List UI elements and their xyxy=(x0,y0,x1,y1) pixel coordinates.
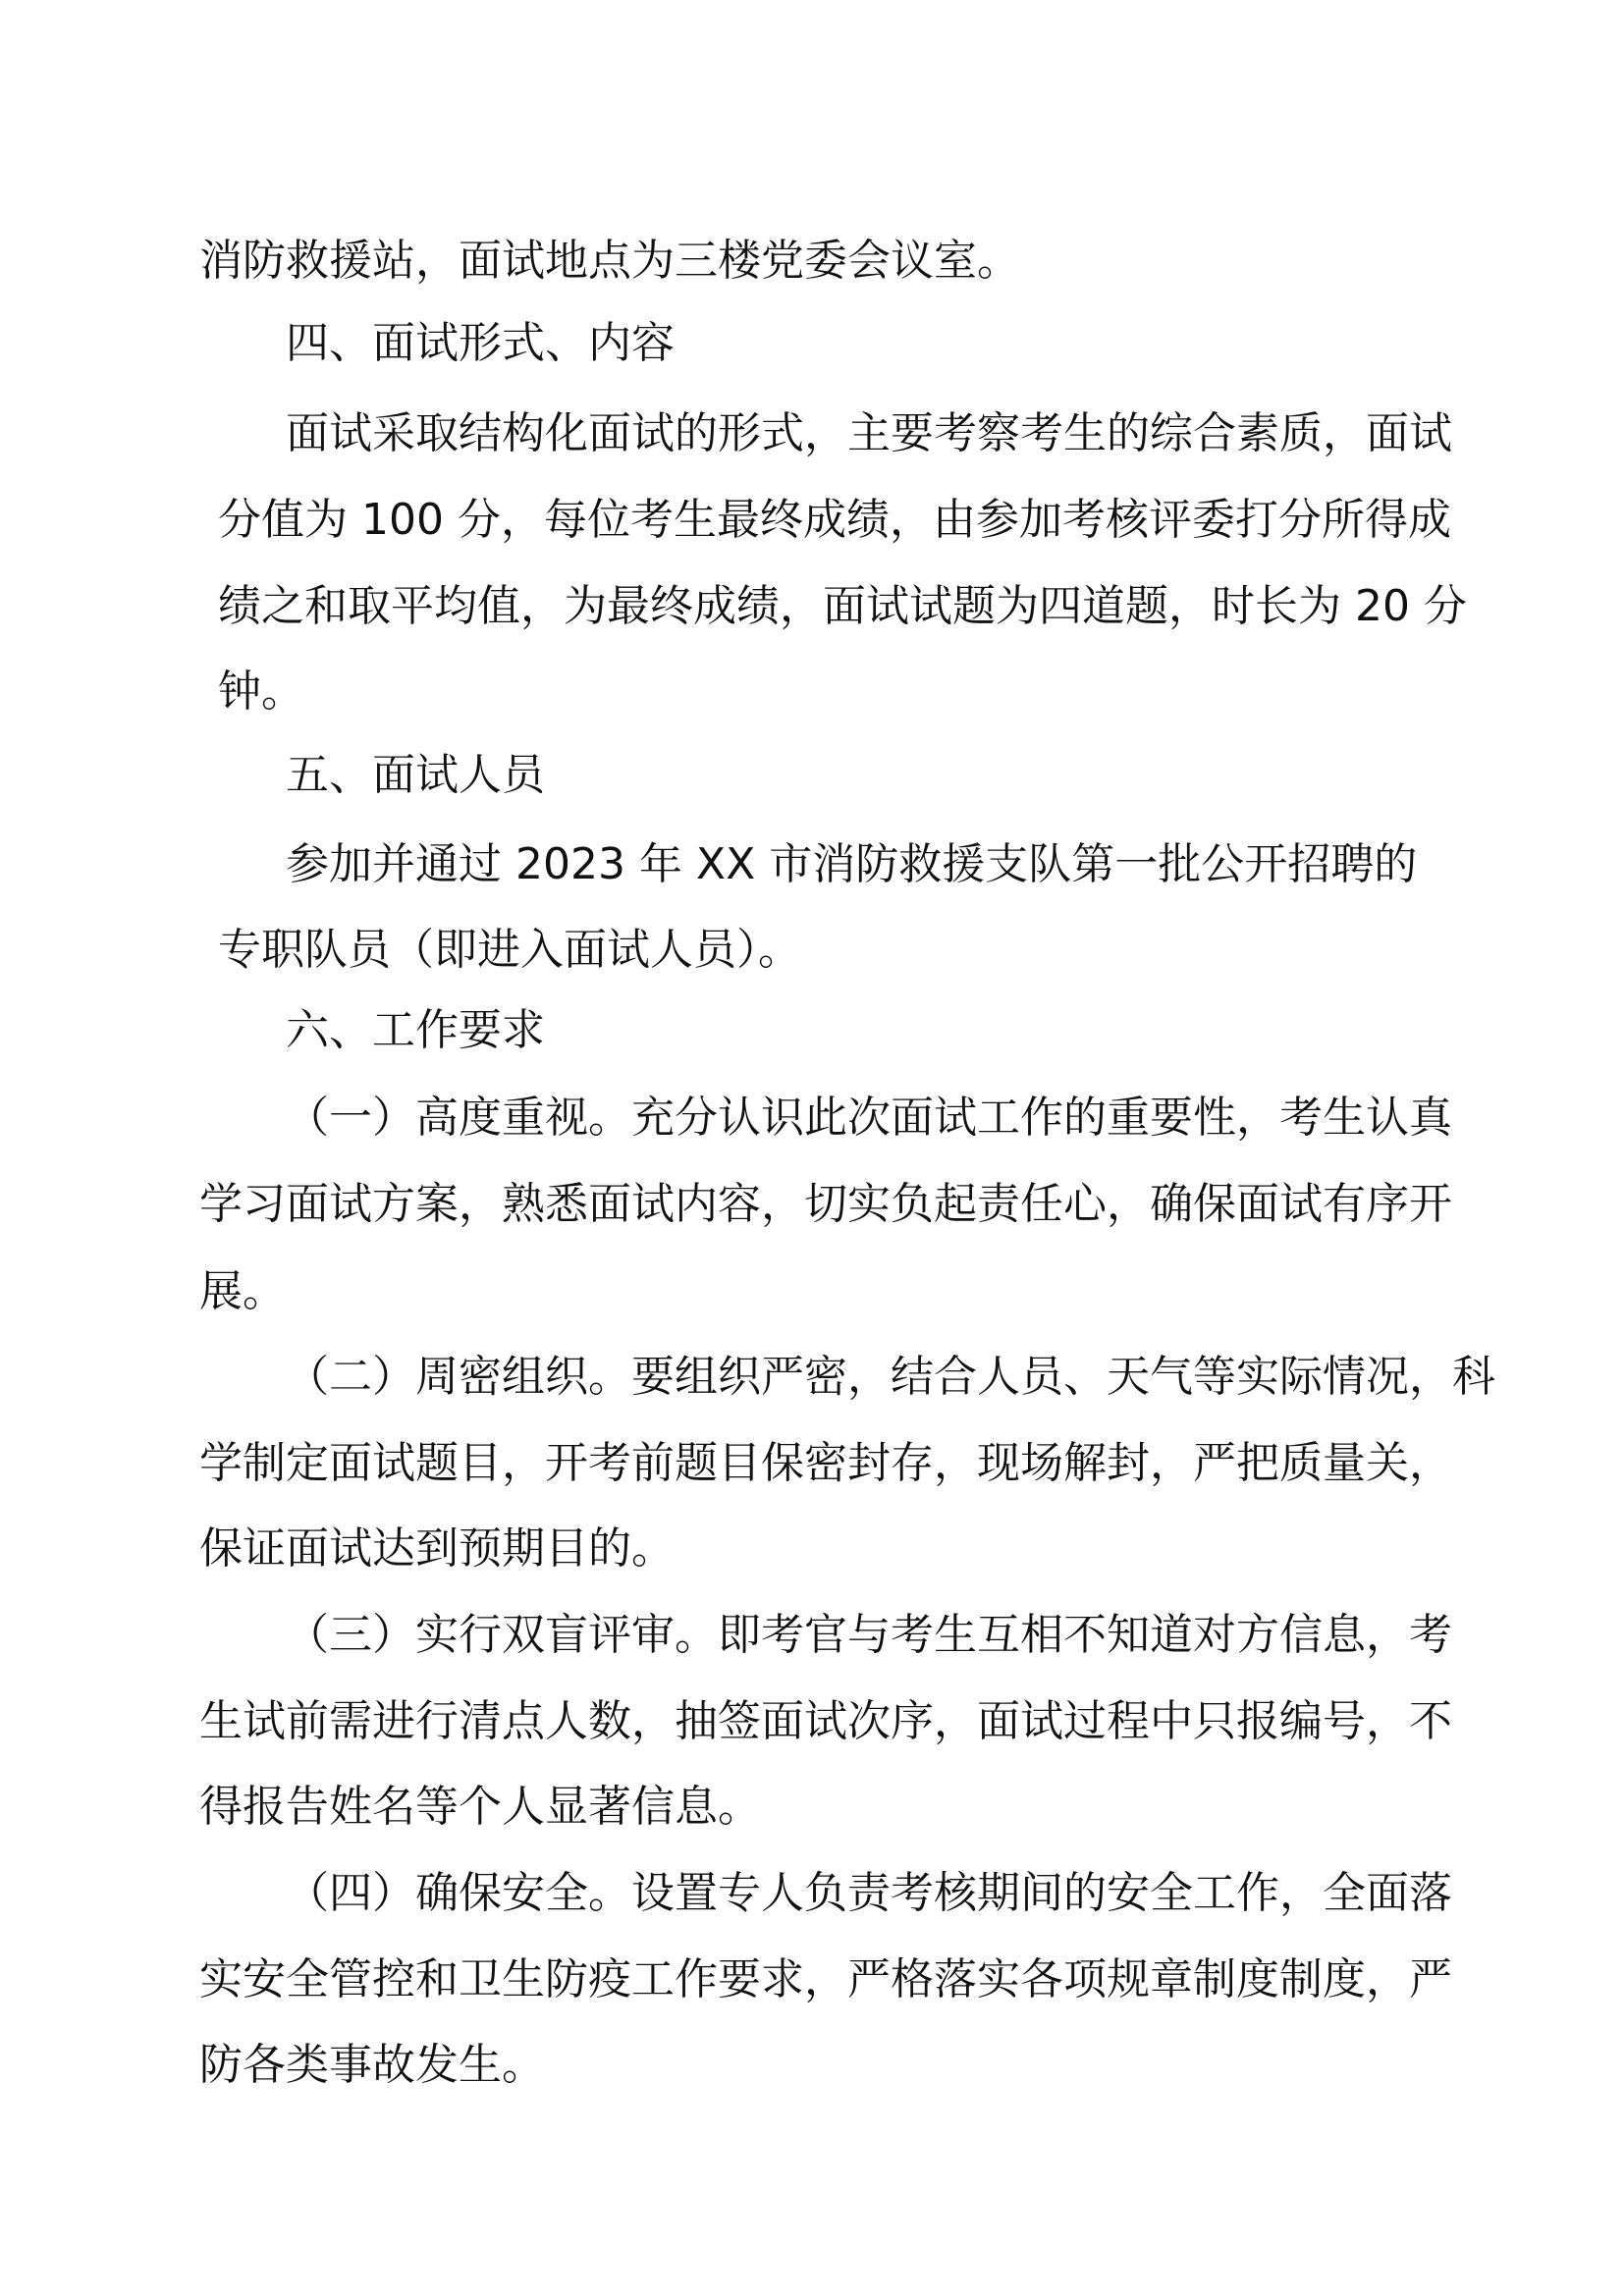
paragraph-line: 实安全管控和卫生防疫工作要求，严格落实各项规章制度制度，严 xyxy=(199,1954,1452,2004)
paragraph-line: （二）周密组织。要组织严密，结合人员、天气等实际情况，科 xyxy=(286,1352,1495,1402)
paragraph-line: 钟。 xyxy=(218,667,304,717)
paragraph-line: 得报告姓名等个人显著信息。 xyxy=(199,1782,761,1832)
section-heading: 四、面试形式、内容 xyxy=(286,318,675,368)
paragraph-line: 分值为 100 分，每位考生最终成绩，由参加考核评委打分所得成 xyxy=(218,495,1451,545)
paragraph-line: 防各类事故发生。 xyxy=(199,2040,545,2090)
paragraph-line: 展。 xyxy=(199,1266,286,1316)
paragraph-line: （三）实行双盲评审。即考官与考生互相不知道对方信息，考 xyxy=(286,1610,1452,1660)
paragraph-line: 绩之和取平均值，为最终成绩，面试试题为四道题，时长为 20 分 xyxy=(218,581,1467,631)
paragraph-line: 生试前需进行清点人数，抽签面试次序，面试过程中只报编号，不 xyxy=(199,1696,1452,1746)
paragraph-line: 保证面试达到预期目的。 xyxy=(199,1523,675,1574)
paragraph-line: （一）高度重视。充分认识此次面试工作的重要性，考生认真 xyxy=(286,1093,1452,1143)
paragraph-line: 学制定面试题目，开考前题目保密封存，现场解封，严把质量关， xyxy=(199,1438,1452,1488)
paragraph-line: 消防救援站，面试地点为三楼党委会议室。 xyxy=(199,236,1020,286)
paragraph-line: 参加并通过 2023 年 XX 市消防救援支队第一批公开招聘的 xyxy=(286,839,1418,889)
section-heading: 六、工作要求 xyxy=(286,1005,545,1055)
section-heading: 五、面试人员 xyxy=(286,750,545,800)
paragraph-line: 面试采取结构化面试的形式，主要考察考生的综合素质，面试 xyxy=(286,408,1452,458)
paragraph-line: 学习面试方案，熟悉面试内容，切实负起责任心，确保面试有序开 xyxy=(199,1179,1452,1229)
paragraph-line: （四）确保安全。设置专人负责考核期间的安全工作，全面落 xyxy=(286,1868,1452,1918)
paragraph-line: 专职队员（即进入面试人员）。 xyxy=(218,925,801,975)
